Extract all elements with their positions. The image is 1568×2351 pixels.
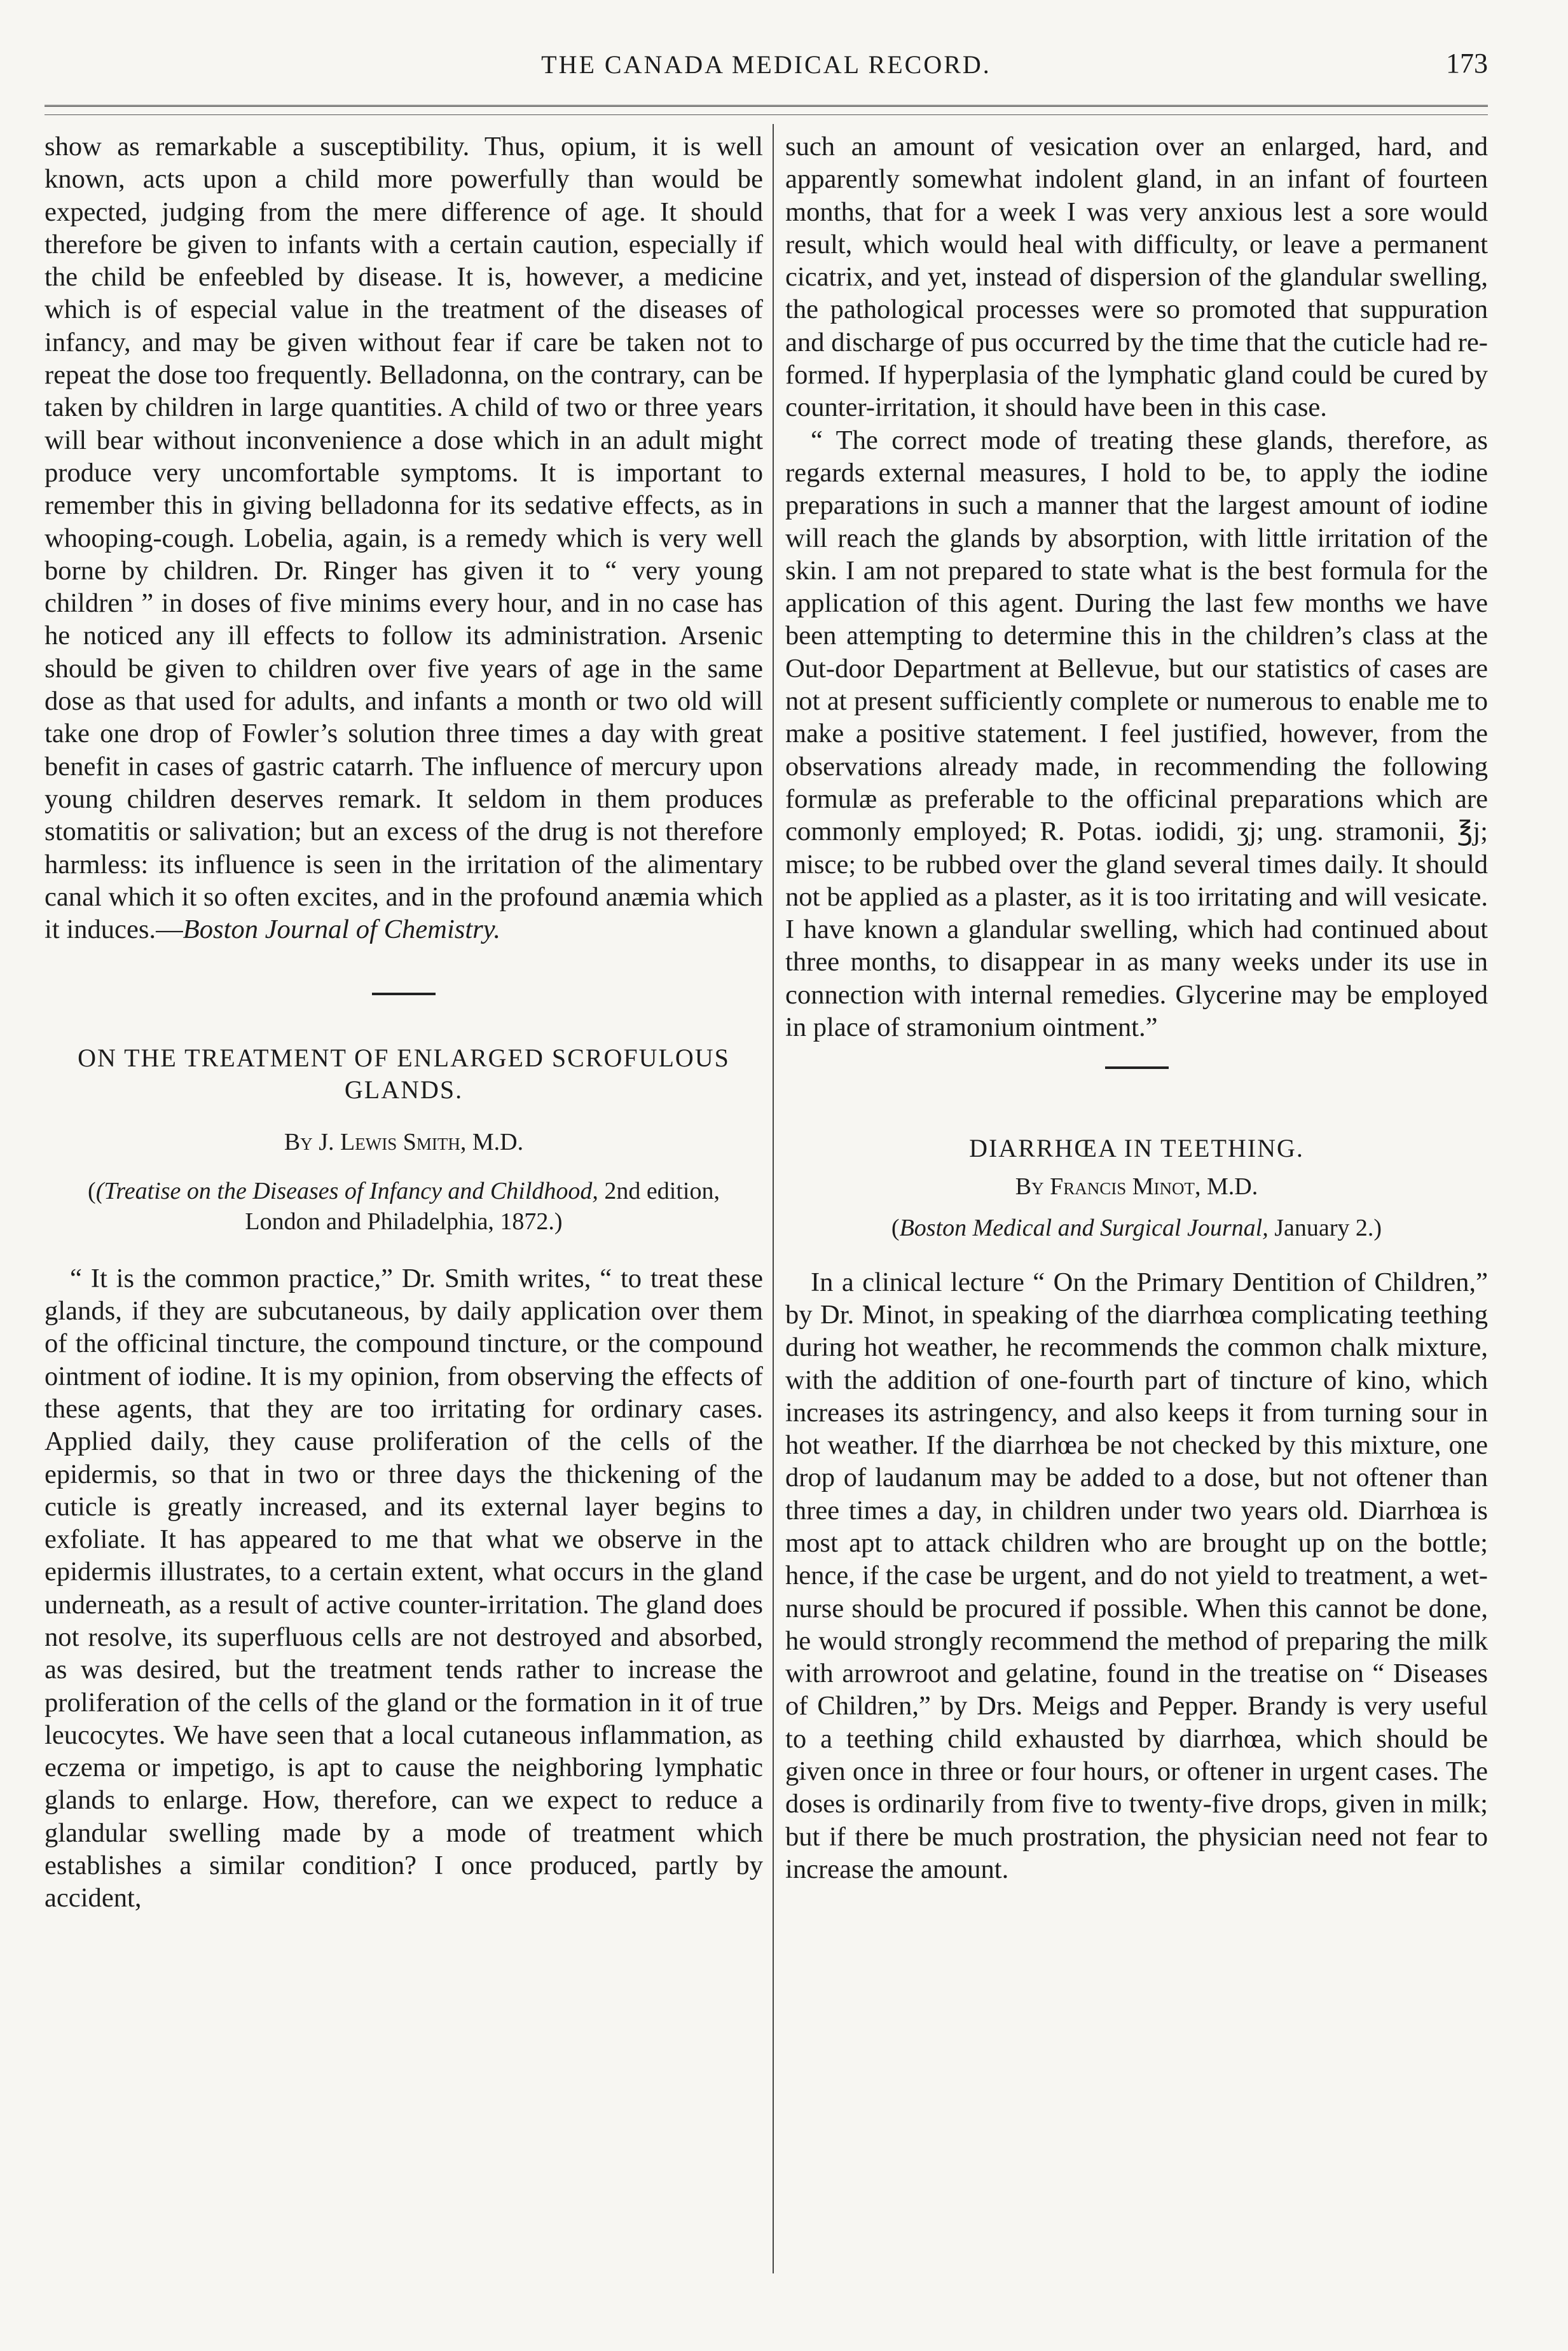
running-title: THE CANADA MEDICAL RECORD.: [541, 50, 991, 79]
paragraph-clinical-lecture: In a clinical lecture “ On the Primary Dentition of Children,” by Dr. Minot, in speaking of the diarrhœa complicating teething during hot weather, he recommends the common chalk mixture, with the addition of one-fourth part of tincture of kino, which increases its astringency, and also keeps it from turning sour in hot weather. If the diarrhœa be not checked by this mixture, one drop of laudanum may be added to a dose, but not oftener than three times a day, in children under two years old. Diarrhœa is most apt to attack children who are brought up on the bottle; hence, if the case be urgent, and do not yield to treatment, a wet-nurse should be procured if possible. When this cannot be done, he would strongly recommend the method of preparing the milk with arrowroot and gelatine, found in the treatise on “ Diseases of Children,” by Drs. Meigs and Pepper. Brandy is very useful to a teething child exhausted by diarrhœa, which should be given once in three or four hours, or oftener in urgent cases. The doses is ordinarily from five to twenty-five drops, given in milk; but if there be much prostration, the physician need not fear to increase the amount.: [785, 1267, 1488, 1884]
article-title-scrofulous-glands: ON THE TREATMENT OF ENLARGED SCROFULOUS GLANDS.: [78, 1044, 730, 1105]
source-citation: Boston Journal of Chemistry.: [182, 914, 500, 945]
paragraph-correct-mode: “ The correct mode of treating these glands, therefore, as regards external measures, I hold to be, to apply the iodine preparations in such a manner that the largest amount of iodine will reach the glands by absorption, with little irritation of the skin. I am not prepared to state what is the best formula for the application of this agent. During the last few months we have been attempting to determine this in the children’s class at the Out-door Department at Bellevue, but our statistics of cases are not at present sufficiently complete or numerous to enable me to make a positive statement. I feel justified, however, from the observations already made, in recommending the following formulæ as preferable to the officinal preparations which are commonly employed; R. Potas. iodidi, ʒj; ung. stramonii, ℥j; misce; to be rubbed over the gland several times daily. It should not be applied as a plaster, as it is too irritating and will vesicate. I have known a glandular swelling, which had continued about three months, to disappear in as many weeks under its use in connection with internal remedies. Glycerine may be employed in place of stramonium ointment.”: [785, 425, 1488, 1043]
right-column: [785, 130, 1488, 1886]
source-paren: (: [891, 1214, 900, 1241]
section-divider: [372, 993, 436, 995]
section-divider: [1105, 1066, 1169, 1069]
page-header: [45, 38, 1488, 89]
source-title: (Treatise on the Diseases of Infancy and Childhood,: [95, 1177, 598, 1204]
paragraph-text: show as remarkable a susceptibility. Thus, opium, it is well known, acts upon a child more powerfully than would be expected, judging from the mere difference of age. It should therefore be given to infants with a certain caution, especially if the child be enfeebled by disease. It is, however, a medicine which is of especial value in the treatment of the diseases of infancy, and may be given without fear if care be taken not to repeat the dose too frequently. Belladonna, on the contrary, can be taken by children in large quantities. A child of two or three years will bear without inconvenience a dose which in an adult might produce very uncomfortable symptoms. It is important to remember this in giving belladonna for its sedative effects, as in whooping-cough. Lobelia, again, is a remedy which is very well borne by children. Dr. Ringer has given it to “ very young children ” in doses of five minims every hour, and in no case has he noticed any ill effects to follow its administration. Arsenic should be given to children over five years of age in the same dose as that used for adults, and infants a month or two old will take one drop of Fowler’s solution three times a day with great benefit in cases of gastric catarrh. The influence of mercury upon young children deserves remark. It seldom in them produces stomatitis or salivation; but an excess of the drug is not therefore harmless: its influence is seen in the irritation of the alimentary canal which it so often excites, and in the profound anæmia which it induces.—: [45, 132, 763, 945]
header-rule-thin: [45, 114, 1488, 115]
paragraph-common-practice: “ It is the common practice,” Dr. Smith writes, “ to treat these glands, if they are subcutaneous, by daily application over them of the officinal tincture, the compound tincture, or the compound ointment of iodine. It is my opinion, from observing the effects of these agents, that they are too irritating for ordinary cases. Applied daily, they cause proliferation of the cells of the epidermis, so that in two or three days the thickening of the cuticle is greatly increased, and its external layer begins to exfoliate. It has appeared to me that what we observe in the epidermis illustrates, to a certain extent, what occurs in the gland underneath, as a result of active counter-irritation. The gland does not resolve, its superfluous cells are not destroyed and absorbed, as was desired, but the treatment tends rather to increase the proliferation of the cells of the gland or the formation in it of true leucocytes. We have seen that a local cutaneous inflammation, as eczema or impetigo, is apt to cause the neighboring lymphatic glands to enlarge. How, therefore, can we expect to reduce a glandular swelling made by a mode of treatment which establishes a similar condition? I once produced, partly by accident,: [45, 1263, 763, 1913]
paragraph-vesication: such an amount of vesication over an enlarged, hard, and apparently somewhat indolent gland, in an infant of fourteen months, that for a week I was very anxious lest a sore would result, which would heal with difficulty, or leave a permanent cicatrix, and yet, instead of dispersion of the glandular swelling, the pathological processes were so promoted that suppuration and discharge of pus occurred by the time that the cuticle had re-formed. If hyperplasia of the lymphatic gland could be cured by counter-irritation, it should have been in this case.: [785, 132, 1488, 423]
source-details: 2nd edition, London and Philadelphia, 1872.): [245, 1177, 720, 1235]
source-title: Boston Medical and Surgical Journal,: [899, 1214, 1269, 1241]
column-divider: [773, 124, 774, 2273]
article-title-diarrhoea: DIARRHŒA IN TEETHING.: [969, 1134, 1304, 1163]
article-byline: By Francis Minot, M.D.: [1015, 1173, 1258, 1201]
paragraph-opium-belladonna: [45, 130, 763, 946]
left-column: [45, 130, 763, 1915]
page-number: 173: [1446, 48, 1488, 79]
article-byline: By J. Lewis Smith, M.D.: [284, 1129, 524, 1156]
header-rule: [45, 105, 1488, 107]
article-source: [798, 1213, 1475, 1243]
source-details: January 2.): [1268, 1214, 1382, 1241]
article-source: ((Treatise on the Diseases of Infancy and Childhood, 2nd edition, London and Philadelphia, 1872.): [88, 1177, 720, 1235]
